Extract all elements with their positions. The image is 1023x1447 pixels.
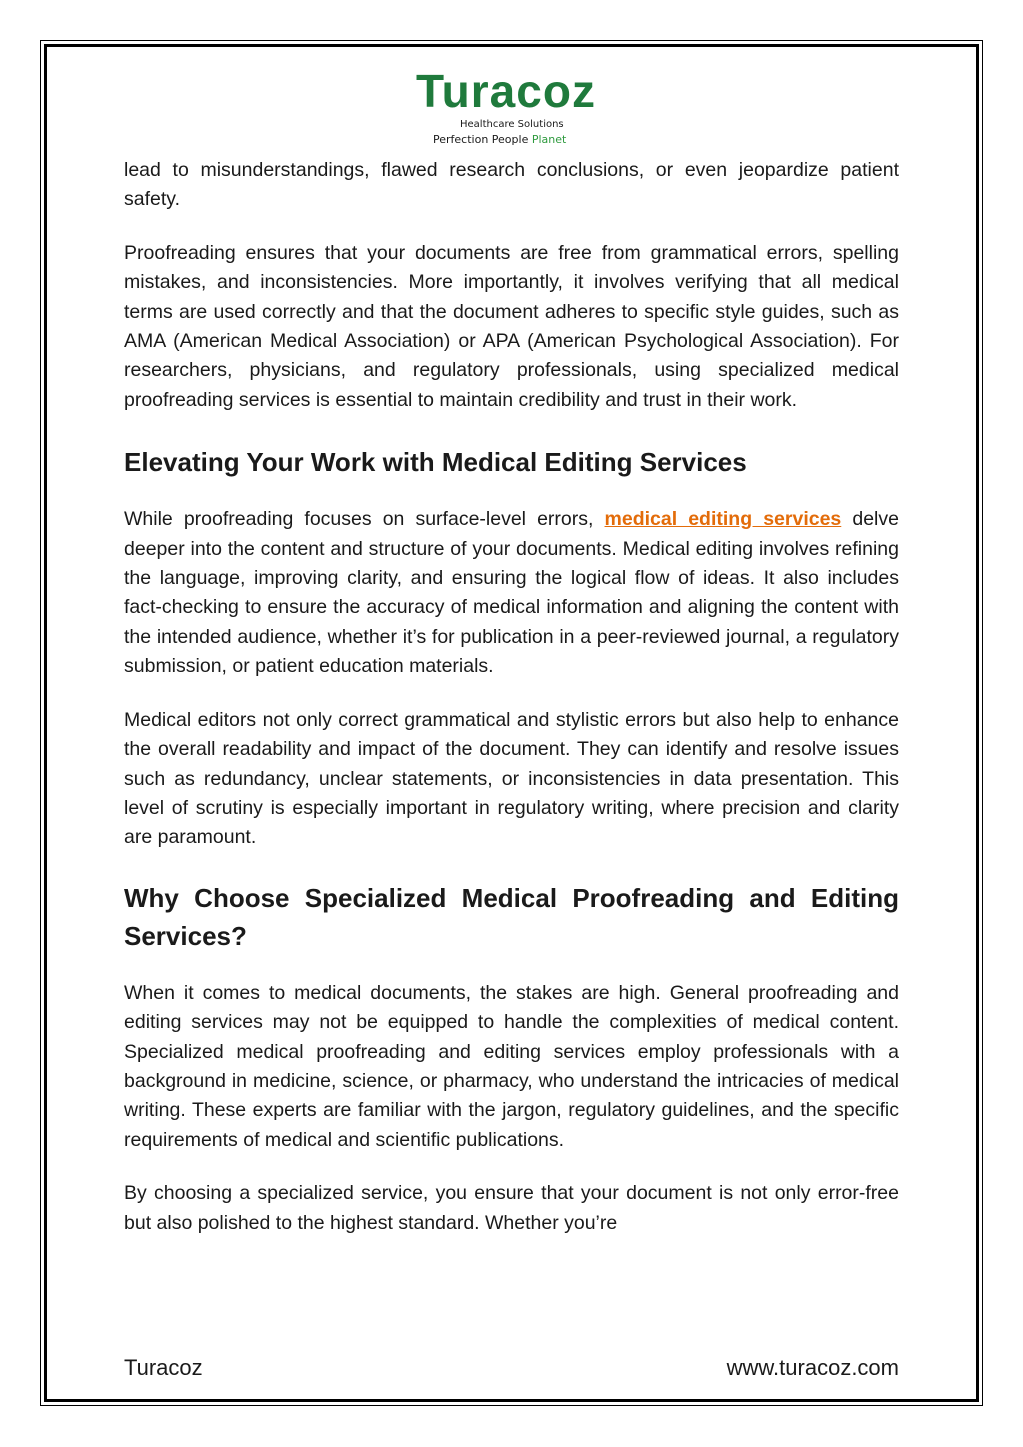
heading-medical-editing: Elevating Your Work with Medical Editing Services: [124, 447, 747, 478]
logo-tagline-motto: [433, 133, 566, 146]
paragraph-2: Proofreading ensures that your documents are free from grammatical errors, spelling mistakes, and inconsistencies. More importantly, it involves verifying that all medical terms are used correctly and that the document adheres to specific style guides, such as AMA (American Medical Association) or APA (American Psychological Association). For researchers, physicians, and regulatory professionals, using specialized medical proofreading services is essential to maintain credibility and trust in their work.: [124, 241, 899, 411]
paragraph-3: [124, 505, 899, 681]
logo-tagline-motto-main: Perfection People: [433, 133, 529, 146]
logo-wordmark: Turacoz: [416, 65, 596, 117]
paragraph-4: Medical editors not only correct grammatical and stylistic errors but also help to enhance the overall readability and impact of the document. They can identify and resolve issues such as redundancy, unclear statements, or inconsistencies in data presentation. This level of scrutiny is especially important in regulatory writing, where precision and clarity are paramount.: [124, 708, 899, 849]
page-footer: [124, 1355, 899, 1385]
heading-why-choose: Why Choose Specialized Medical Proofreading and Editing Services?: [124, 882, 899, 951]
medical-editing-services-link[interactable]: medical editing services: [604, 508, 842, 531]
paragraph-3-intro: While proofreading focuses on surface-level errors,: [124, 508, 605, 531]
footer-website: www.turacoz.com: [726, 1355, 899, 1380]
paragraph-5: When it comes to medical documents, the stakes are high. General proofreading and editing services may not be equipped to handle the complexities of medical content. Specialized medical proofreading and editing services employ professionals with a background in medicine, science, or pharmacy, who understand the intricacies of medical writing. These experts are familiar with the jargon, regulatory guidelines, and the specific requirements of medical and scientific publications.: [124, 981, 899, 1151]
footer-company: Turacoz: [124, 1355, 203, 1380]
paragraph-6: By choosing a specialized service, you ensure that your document is not only error-free but also polished to the highest standard. Whether you’re: [124, 1182, 899, 1234]
document-body: [124, 156, 899, 1238]
turacoz-logo: [412, 64, 612, 154]
paragraph-3-rest: delve deeper into the content and structure of your documents. Medical editing involves refining the language, improving clarity, and ensuring the logical flow of ideas. It also includes fact-checking to ensure the accuracy of medical information and aligning the content with the intended audience, whether it’s for publication in a peer-reviewed journal, a regulatory submission, or patient education materials.: [124, 508, 899, 678]
logo-tagline-healthcare: Healthcare Solutions: [460, 119, 564, 130]
paragraph-1: lead to misunderstandings, flawed research conclusions, or even jeopardize patient safety.: [124, 159, 899, 211]
logo-tagline-motto-planet: Planet: [531, 133, 567, 146]
